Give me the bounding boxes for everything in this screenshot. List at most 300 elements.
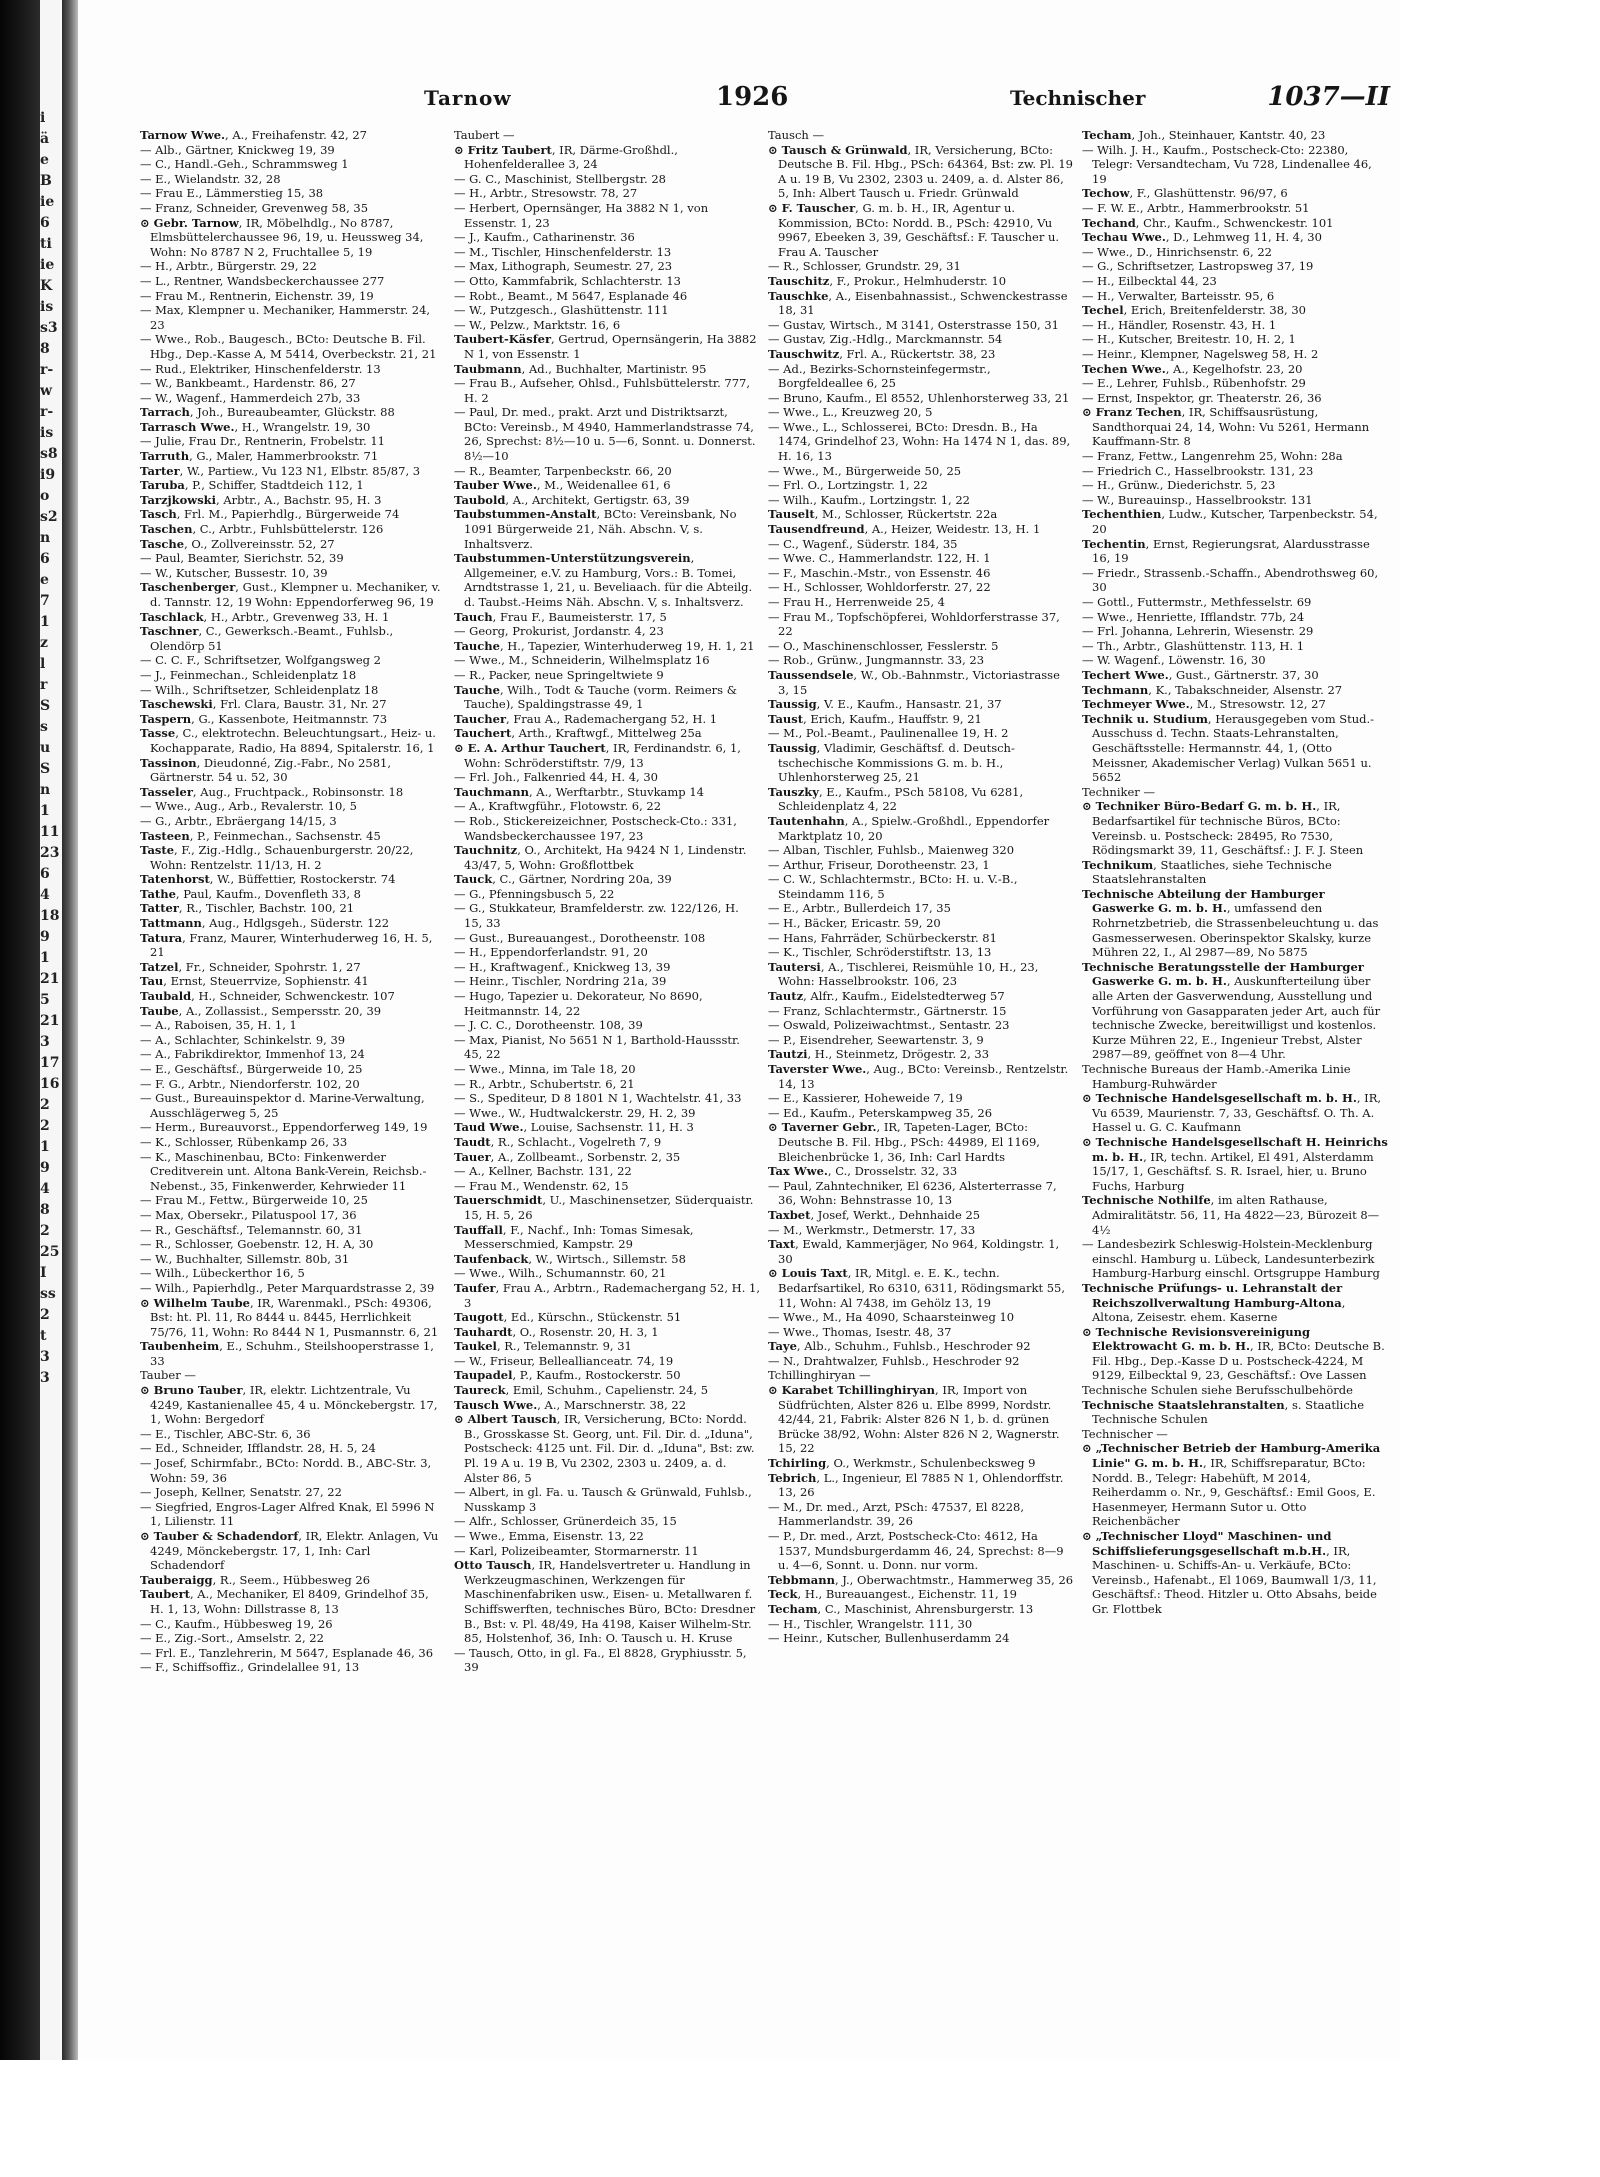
directory-entry: Technische Schulen siehe Berufsschulbehörde	[1082, 1383, 1353, 1398]
directory-entry: Teck, H., Bureauangest., Eichenstr. 11, 19	[768, 1587, 1017, 1602]
directory-entry: — Ed., Kaufm., Peterskampweg 35, 26	[768, 1105, 993, 1120]
directory-entry: Tautersi, A., Tischlerei, Reismühle 10, H., 23, Wohn: Hasselbrookstr. 106, 23	[768, 959, 1039, 989]
fragment-text: 9	[40, 1160, 50, 1176]
below-page-area	[0, 2060, 1600, 2177]
directory-entry: Tauber —	[140, 1368, 196, 1383]
directory-entry: Tauer, A., Zollbeamt., Sorbenstr. 2, 35	[454, 1149, 681, 1164]
directory-entry: — Paul, Zahntechniker, El 6236, Alsterterrasse 7, 36, Wohn: Behnstrasse 10, 13	[768, 1178, 1057, 1208]
fragment-text: 1	[40, 614, 50, 630]
directory-entry: — Franz, Schlachtermstr., Gärtnerstr. 15	[768, 1003, 1007, 1018]
directory-entry: — M., Tischler, Hinschenfelderstr. 13	[454, 244, 672, 259]
directory-entry: — A., Schlachter, Schinkelstr. 9, 39	[140, 1032, 346, 1047]
directory-entry: — H., Kraftwagenf., Knickweg 13, 39	[454, 959, 671, 974]
directory-entry: Taube, A., Zollassist., Sempersstr. 20, 39	[140, 1003, 382, 1018]
directory-entry: — H., Schlosser, Wohldorferstr. 27, 22	[768, 580, 991, 595]
scan-dark-edge	[0, 0, 40, 2060]
fragment-text: I	[40, 1265, 47, 1281]
directory-entry: ⊙ F. Tauscher, G. m. b. H., IR, Agentur u. Kommission, BCto: Nordd. B., PSch: 42910, Vu 9967, Ebeeken 3, 39, Geschäftsf.: F. Tauscher u. Frau A. Tauscher	[768, 200, 1060, 259]
directory-entry: — Wilh., Kaufm., Lortzingstr. 1, 22	[768, 492, 970, 507]
directory-entry: — J., Kaufm., Catharinenstr. 36	[454, 230, 635, 245]
directory-entry: Taschen, C., Arbtr., Fuhlsbüttelerstr. 126	[140, 522, 384, 537]
directory-entry: — Ed., Schneider, Ifflandstr. 28, H. 5, 24	[140, 1441, 376, 1456]
directory-entry: — Frau M., Topfschöpferei, Wohldorferstrasse 37, 22	[768, 609, 1060, 639]
directory-entry: — Wwe., Rob., Baugesch., BCto: Deutsche B. Fil. Hbg., Dep.-Kasse A, M 5414, Overbeckstr. 21, 21	[140, 332, 437, 361]
directory-entry: — J., Feinmechan., Schleidenplatz 18	[140, 667, 357, 682]
directory-entry: — Heinr., Klempner, Nagelsweg 58, H. 2	[1082, 346, 1319, 361]
fragment-text: 17	[40, 1055, 60, 1071]
directory-entry: — Julie, Frau Dr., Rentnerin, Frobelstr. 11	[140, 434, 386, 449]
directory-entry: — Heinr., Kutscher, Bullenhuserdamm 24	[768, 1631, 1010, 1646]
directory-entry: Tauchmann, A., Werftarbtr., Stuvkamp 14	[454, 784, 704, 799]
directory-entry: Techentin, Ernst, Regierungsrat, Alardusstrasse 16, 19	[1082, 536, 1370, 566]
directory-entry: Tausch —	[768, 128, 824, 142]
directory-entry: Tauhardt, O., Rosenstr. 20, H. 3, 1	[454, 1324, 659, 1339]
column-3	[768, 128, 1074, 2028]
fragment-text: e	[40, 152, 49, 168]
directory-entry: — Rob., Grünw., Jungmannstr. 33, 23	[768, 653, 985, 668]
directory-entry: — Landesbezirk Schleswig-Holstein-Mecklenburg einschl. Hamburg u. Lübeck, Landesunterbezirk Hamburg-Harburg einschl. Ortsgruppe Hamburg	[1082, 1237, 1380, 1281]
directory-entry: Tausendfreund, A., Heizer, Weidestr. 13, H. 1	[768, 522, 1041, 537]
directory-entry: — W., Putzgesch., Glashüttenstr. 111	[454, 303, 669, 318]
directory-entry: Taud Wwe., Louise, Sachsenstr. 11, H. 3	[454, 1120, 694, 1135]
book-gutter	[62, 0, 78, 2060]
directory-entry: — Josef, Schirmfabr., BCto: Nordd. B., ABC-Str. 3, Wohn: 59, 36	[140, 1456, 432, 1485]
directory-entry: Taubstummen-Anstalt, BCto: Vereinsbank, No 1091 Bürgerweide 21, Näh. Abschn. V, s. Inhaltsverz.	[454, 507, 737, 551]
directory-entry: — R., Beamter, Tarpenbeckstr. 66, 20	[454, 463, 672, 478]
directory-entry: Taschner, C., Gewerksch.-Beamt., Fuhlsb., Olendörp 51	[140, 624, 394, 653]
directory-entry: — Frau B., Aufseher, Ohlsd., Fuhlsbüttelerstr. 777, H. 2	[454, 376, 750, 405]
directory-entry: Technische Abteilung der Hamburger Gaswerke G. m. b. H., umfassend den Rohrnetzbetrieb, die Strassenbeleuchtung u. das Gasmesserwesen. Oberinspektor Skalsky, kurze Mühren 22, I., Al 2987—89, No 5875	[1082, 886, 1379, 960]
fragment-text: 23	[40, 845, 60, 861]
directory-entry: — Wwe., W., Hudtwalckerstr. 29, H. 2, 39	[454, 1105, 696, 1120]
directory-entry: Technische Bureaus der Hamb.-Amerika Linie Hamburg-Ruhwärder	[1082, 1062, 1351, 1091]
fragment-text: 21	[40, 1013, 60, 1029]
directory-entry: Tauschitz, F., Prokur., Helmhuderstr. 10	[768, 273, 1007, 288]
directory-entry: — H., Bäcker, Ericastr. 59, 20	[768, 916, 941, 931]
column-1	[140, 128, 446, 2028]
directory-entry: Tauszky, E., Kaufm., PSch 58108, Vu 6281, Schleidenplatz 4, 22	[768, 784, 1024, 814]
directory-entry: — Gustav, Wirtsch., M 3141, Osterstrasse 150, 31	[768, 317, 1059, 332]
directory-entry: ⊙ „Technischer Lloyd" Maschinen- und Schiffslieferungsgesellschaft m.b.H., IR, Maschinen- u. Schiffs-An- u. Verkäufe, BCto: Vereinsb., Hafenabt., El 1069, Baumwall 1/3, 11, Geschäftsf.: Theod. Hitzler u. Otto Absahs, beide Gr. Flottbek	[1082, 1529, 1377, 1616]
directory-entry: Tautzi, H., Steinmetz, Drögestr. 2, 33	[768, 1047, 990, 1062]
directory-entry: Taugott, Ed., Kürschn., Stückenstr. 51	[454, 1310, 682, 1325]
directory-entry: Taubald, H., Schneider, Schwenckestr. 107	[140, 989, 395, 1004]
directory-entry: — W., Bureauinsp., Hasselbrookstr. 131	[1082, 492, 1313, 507]
directory-entry: Technische Beratungsstelle der Hamburger Gaswerke G. m. b. H., Auskunfterteilung über alle Arten der Gasverwendung, Ausstellung und Vorführung von Gasapparaten jeder Art, auch für technische Zwecke, bereitwilligst und kostenlos. Kurze Mühren 22, E., Ingenieur Trebst, Alster 2987—89, geöffnet von 8—4 Uhr.	[1082, 959, 1381, 1062]
directory-entry: — O., Maschinenschlosser, Fesslerstr. 5	[768, 638, 999, 653]
directory-entry: Tauche, Wilh., Todt & Tauche (vorm. Reimers & Tauche), Spaldingstrasse 49, 1	[454, 682, 737, 712]
fragment-text: r-	[40, 362, 54, 378]
header-city: Tarnow	[424, 86, 512, 110]
directory-entry: — Gottl., Futtermstr., Methfesselstr. 69	[1082, 595, 1312, 609]
fragment-text: 11	[40, 824, 60, 840]
fragment-text: 5	[40, 992, 50, 1008]
directory-entry: Techau Wwe., D., Lehmweg 11, H. 4, 30	[1082, 230, 1322, 245]
fragment-text: 4	[40, 1181, 50, 1197]
directory-entry: Taussig, Vladimir, Geschäftsf. d. Deutsch-tschechische Kommissions G. m. b. H., Uhlenhorsterweg 25, 21	[768, 740, 1015, 785]
directory-entry: — Paul, Dr. med., prakt. Arzt und Distriktsarzt, BCto: Vereinsb., M 4940, Hammerlandstrasse 74, 26, Sprechst: 8½—10 u. 5—6, Sonnt. u. Donnerst. 8½—10	[454, 405, 756, 464]
directory-entry: — H., Eppendorferlandstr. 91, 20	[454, 945, 648, 960]
directory-entry: — R., Geschäftsf., Telemannstr. 60, 31	[140, 1222, 363, 1237]
directory-entry: — W., Pelzw., Marktstr. 16, 6	[454, 317, 621, 332]
directory-entry: — Joseph, Kellner, Senatstr. 27, 22	[140, 1485, 342, 1500]
directory-entry: Techel, Erich, Breitenfelderstr. 38, 30	[1082, 303, 1306, 318]
fragment-text: ie	[40, 257, 55, 273]
directory-entry: — Frau M., Fettw., Bürgerweide 10, 25	[140, 1193, 368, 1208]
directory-entry: — Frl. E., Tanzlehrerin, M 5647, Esplanade 46, 36	[140, 1645, 434, 1660]
directory-entry: Taussendsele, W., Ob.-Bahnmstr., Victoriastrasse 3, 15	[768, 667, 1060, 697]
directory-entry: Tatzel, Fr., Schneider, Spohrstr. 1, 27	[140, 959, 361, 974]
directory-entry: — Gust., Bureauangest., Dorotheenstr. 108	[454, 930, 706, 945]
directory-entry: — C. C. F., Schriftsetzer, Wolfgangsweg 2	[140, 653, 381, 668]
right-margin	[1400, 0, 1600, 2060]
directory-entry: — W., Friseur, Belleallianceatr. 74, 19	[454, 1353, 674, 1368]
directory-entry: — H., Arbtr., Bürgerstr. 29, 22	[140, 259, 317, 274]
directory-entry: — Otto, Kammfabrik, Schlachterstr. 13	[454, 273, 681, 288]
directory-entry: Taruba, P., Schiffer, Stadtdeich 112, 1	[140, 478, 364, 493]
directory-entry: — Alb., Gärtner, Knickweg 19, 39	[140, 142, 335, 157]
directory-entry: ⊙ „Technischer Betrieb der Hamburg-Amerika Linie" G. m. b. H., IR, Schiffsreparatur, BCto: Nordd. B., Telegr: Habehüft, M 2014, Reiherdamm o. Nr., 9, Geschäftsf.: Emil Goos, E. Hasenmeyer, Hermann Sutor u. Otto Reichenbächer	[1082, 1441, 1381, 1529]
fragment-text: ä	[40, 131, 50, 147]
directory-entry: — Wwe., Minna, im Tale 18, 20	[454, 1062, 636, 1076]
directory-entry: — R., Arbtr., Schubertstr. 6, 21	[454, 1076, 635, 1091]
directory-entry: Taudt, R., Schlacht., Vogelreth 7, 9	[454, 1134, 662, 1149]
directory-entry: Taschlack, H., Arbtr., Grevenweg 33, H. 1	[140, 609, 390, 624]
directory-entry: Taubmann, Ad., Buchhalter, Martinistr. 95	[454, 361, 707, 376]
fragment-text: 3	[40, 1034, 50, 1050]
directory-entry: Technikum, Staatliches, siehe Technische Staatslehranstalten	[1082, 857, 1332, 887]
fragment-text: 3	[40, 1349, 50, 1365]
fragment-text: ie	[40, 194, 55, 210]
directory-entry: — Wwe., M., Schneiderin, Wilhelmsplatz 16	[454, 653, 710, 668]
directory-entry: Taschenberger, Gust., Klempner u. Mechaniker, v. d. Tannstr. 12, 19 Wohn: Eppendorferweg 96, 19	[140, 580, 441, 609]
directory-entry: Tarzjkowski, Arbtr., A., Bachstr. 95, H. 3	[140, 492, 382, 507]
fragment-text: n	[40, 530, 51, 546]
running-head	[140, 80, 1390, 116]
directory-entry: — Ad., Bezirks-Schornsteinfegermstr., Borgfeldeallee 6, 25	[768, 361, 991, 391]
directory-entry: Tauschke, A., Eisenbahnassist., Schwenckestrasse 18, 31	[768, 288, 1068, 318]
directory-entry: Taubold, A., Architekt, Gertigstr. 63, 39	[454, 492, 690, 507]
directory-entry: Taubert, A., Mechaniker, El 8409, Grindelhof 35, H. 1, 13, Wohn: Dillstrasse 8, 13	[140, 1587, 429, 1616]
directory-entry: — Wilh., Lübeckerthor 16, 5	[140, 1266, 305, 1281]
directory-entry: — H., Händler, Rosenstr. 43, H. 1	[1082, 317, 1277, 332]
directory-entry: — Frl. O., Lortzingstr. 1, 22	[768, 478, 928, 493]
fragment-text: is	[40, 425, 54, 441]
directory-entry: Taubert —	[454, 128, 515, 142]
directory-entry: ⊙ Franz Techen, IR, Schiffsausrüstung, Sandthorquai 24, 14, Wohn: Vu 5261, Hermann Kauffmann-Str. 8	[1082, 405, 1370, 449]
fragment-text: 18	[40, 908, 60, 924]
fragment-text: 16	[40, 1076, 60, 1092]
column-4	[1082, 128, 1388, 2028]
directory-entry: Techand, Chr., Kaufm., Schwenckestr. 101	[1082, 215, 1334, 230]
fragment-text: t	[40, 1328, 47, 1344]
previous-page-fragment	[40, 0, 62, 2168]
fragment-text: r-	[40, 404, 54, 420]
fragment-text: o	[40, 488, 50, 504]
directory-entry: — C., Kaufm., Hübbesweg 19, 26	[140, 1616, 333, 1631]
directory-columns	[140, 128, 1390, 2028]
directory-entry: Techmann, K., Tabakschneider, Alsenstr. 27	[1082, 682, 1343, 697]
directory-entry: — Hugo, Tapezier u. Dekorateur, No 8690, Heitmannstr. 14, 22	[454, 989, 703, 1018]
directory-entry: — Wwe., M., Bürgerweide 50, 25	[768, 463, 962, 478]
directory-entry: Tarruth, G., Maler, Hammerbrookstr. 71	[140, 449, 379, 464]
directory-entry: Tauschwitz, Frl. A., Rückertstr. 38, 23	[768, 346, 996, 361]
directory-entry: Tauche, H., Tapezier, Winterhuderweg 19, H. 1, 21	[454, 638, 755, 653]
directory-entry: Taye, Alb., Schuhm., Fuhlsb., Heschroder 92	[768, 1339, 1031, 1354]
fragment-text: i	[40, 110, 46, 126]
directory-entry: — Tausch, Otto, in gl. Fa., El 8828, Gryphiusstr. 5, 39	[454, 1645, 747, 1675]
directory-entry: — Rob., Stickereizeichner, Postscheck-Cto.: 331, Wandsbeckerchaussee 197, 23	[454, 813, 737, 843]
fragment-text: is	[40, 299, 54, 315]
directory-entry: — E., Lehrer, Fuhlsb., Rübenhofstr. 29	[1082, 376, 1306, 391]
directory-entry: — W. Wagenf., Löwenstr. 16, 30	[1082, 653, 1266, 668]
directory-entry: — Frl. Johanna, Lehrerin, Wiesenstr. 29	[1082, 624, 1314, 639]
directory-entry: Tau, Ernst, Steuerrvize, Sophienstr. 41	[140, 974, 369, 989]
directory-entry: Otto Tausch, IR, Handelsvertreter u. Handlung in Werkzeugmaschinen, Werkzengen für Maschinenfabriken usw., Eisen- u. Metallwaren f. Schiffswerften, technisches Büro, BCto: Dresdner B., Bst: v. Pl. 48/49, Ha 4198, Kaiser Wilhelm-Str. 85, Holstenhof, 36, Inh: O. Tausch u. H. Kruse	[454, 1558, 756, 1646]
fragment-text: 25	[40, 1244, 60, 1260]
directory-entry: — N., Drahtwalzer, Fuhlsb., Heschroder 92	[768, 1353, 1020, 1368]
directory-entry: Taverster Wwe., Aug., BCto: Vereinsb., Rentzelstr. 14, 13	[768, 1062, 1069, 1091]
directory-entry: — Albert, in gl. Fa. u. Tausch & Grünwald, Fuhlsb., Nusskamp 3	[454, 1485, 752, 1514]
directory-entry: — K., Maschinenbau, BCto: Finkenwerder Creditverein unt. Altona Bank-Verein, Reichsb.-Nebenst., 35, Finkenwerder, Kehrwieder 11	[140, 1149, 427, 1193]
directory-entry: — Franz, Schneider, Grevenweg 58, 35	[140, 200, 369, 215]
directory-entry: Tauffall, F., Nachf., Inh: Tomas Simesak, Messerschmied, Kampstr. 29	[454, 1222, 694, 1252]
header-page-number: 1037—II	[1267, 82, 1390, 112]
directory-entry: ⊙ Louis Taxt, IR, Mitgl. e. E. K., techn. Bedarfsartikel, Ro 6310, 6311, Rödingsmarkt 55, 11, Wohn: Al 7438, im Gehölz 13, 19	[768, 1266, 1066, 1310]
directory-entry: Tatura, Franz, Maurer, Winterhuderweg 16, H. 5, 21	[140, 930, 433, 960]
directory-entry: — F., Maschin.-Mstr., von Essenstr. 46	[768, 565, 991, 580]
header-year: 1926	[716, 82, 789, 112]
directory-entry: — C., Handl.-Geh., Schrammsweg 1	[140, 157, 349, 172]
directory-entry: Tchirling, O., Werkmstr., Schulenbecksweg 9	[768, 1456, 1036, 1471]
directory-entry: — W., Bankbeamt., Hardenstr. 86, 27	[140, 376, 356, 391]
directory-entry: — H., Grünw., Diederichstr. 5, 23	[1082, 478, 1276, 493]
directory-entry: — Ernst, Inspektor, gr. Theaterstr. 26, 36	[1082, 390, 1322, 405]
directory-entry: — Alfr., Schlosser, Grünerdeich 35, 15	[454, 1514, 677, 1529]
directory-entry: Tarrach, Joh., Bureaubeamter, Glückstr. 88	[140, 405, 395, 420]
directory-entry: — Arthur, Friseur, Dorotheenstr. 23, 1	[768, 857, 990, 872]
directory-entry: Tauchnitz, O., Architekt, Ha 9424 N 1, Lindenstr. 43/47, 5, Wohn: Großflottbek	[454, 843, 747, 872]
directory-entry: — H., Tischler, Wrangelstr. 111, 30	[768, 1616, 973, 1631]
directory-entry: — C., Wagenf., Süderstr. 184, 35	[768, 536, 958, 551]
directory-entry: — C. W., Schlachtermstr., BCto: H. u. V.-B., Steindamm 116, 5	[768, 872, 1018, 901]
directory-entry: Techow, F., Glashüttenstr. 96/97, 6	[1082, 186, 1288, 201]
directory-entry: ⊙ Techniker Büro-Bedarf G. m. b. H., IR, Bedarfsartikel für technische Büros, BCto: Vereinsb. u. Postscheck: 28495, Ro 7530, Rödingsmarkt 39, 11, Geschäftsf.: J. F. J. Steen	[1082, 799, 1364, 858]
directory-entry: — R., Schlosser, Goebenstr. 12, H. A, 30	[140, 1237, 374, 1252]
fragment-text: 9	[40, 929, 50, 945]
fragment-text: ss	[40, 1286, 56, 1302]
directory-entry: — M., Dr. med., Arzt, PSch: 47537, El 8228, Hammerlandstr. 39, 26	[768, 1499, 1025, 1529]
directory-entry: Taxbet, Josef, Werkt., Dehnhaide 25	[768, 1207, 981, 1222]
directory-entry: — L., Rentner, Wandsbeckerchaussee 277	[140, 273, 385, 288]
directory-entry: Tauberaigg, R., Seem., Hübbesweg 26	[140, 1572, 371, 1587]
directory-entry: ⊙ Tauber & Schadendorf, IR, Elektr. Anlagen, Vu 4249, Mönckebergstr. 17, 1, Inh: Carl Schadendorf	[140, 1529, 439, 1573]
directory-entry: — J. C. C., Dorotheenstr. 108, 39	[454, 1018, 643, 1033]
directory-entry: — P., Eisendreher, Seewartenstr. 3, 9	[768, 1032, 984, 1047]
directory-entry: — W., Buchhalter, Sillemstr. 80b, 31	[140, 1251, 350, 1266]
directory-entry: Techenthien, Ludw., Kutscher, Tarpenbeckstr. 54, 20	[1082, 507, 1378, 537]
fragment-text: u	[40, 740, 51, 756]
directory-entry: Tausch Wwe., A., Marschnerstr. 38, 22	[454, 1397, 687, 1412]
directory-entry: — R., Packer, neue Springeltwiete 9	[454, 667, 664, 682]
fragment-text: S	[40, 761, 51, 777]
directory-entry: ⊙ Fritz Taubert, IR, Därme-Großhdl., Hohenfelderallee 3, 24	[454, 142, 678, 172]
directory-entry: — F. W. E., Arbtr., Hammerbrookstr. 51	[1082, 200, 1310, 215]
directory-entry: — Wwe. C., Hammerlandstr. 122, H. 1	[768, 551, 991, 566]
fragment-text: s2	[40, 509, 58, 525]
fragment-text: 21	[40, 971, 60, 987]
directory-entry: — H., Kutscher, Breitestr. 10, H. 2, 1	[1082, 332, 1296, 347]
directory-entry: — Wilh. J. H., Kaufm., Postscheck-Cto: 22380, Telegr: Versandtecham, Vu 728, Lindenallee 46, 19	[1082, 142, 1372, 186]
directory-entry: — H., Eilbecktal 44, 23	[1082, 273, 1217, 288]
directory-entry: Techam, C., Maschinist, Ahrensburgerstr. 13	[768, 1601, 1034, 1616]
directory-entry: — Herm., Bureauvorst., Eppendorferweg 149, 19	[140, 1120, 428, 1135]
directory-entry: ⊙ Taverner Gebr., IR, Tapeten-Lager, BCto: Deutsche B. Fil. Hbg., PSch: 44989, El 1169, Bleichenbrücke 1, 36, Inh: Carl Hardts	[768, 1120, 1040, 1164]
fragment-text: 2	[40, 1118, 50, 1134]
directory-entry: Taufer, Frau A., Arbtrn., Rademachergang 52, H. 1, 3	[454, 1280, 760, 1310]
directory-entry: — G. C., Maschinist, Stellbergstr. 28	[454, 171, 666, 186]
directory-entry: — Herbert, Opernsänger, Ha 3882 N 1, von Essenstr. 1, 23	[454, 200, 709, 230]
directory-entry: — Siegfried, Engros-Lager Alfred Knak, El 5996 N 1, Lilienstr. 11	[140, 1499, 435, 1529]
directory-entry: — Wwe., M., Ha 4090, Schaarsteinweg 10	[768, 1310, 1015, 1325]
directory-entry: — Gust., Bureauinspektor d. Marine-Verwaltung, Ausschlägerweg 5, 25	[140, 1091, 425, 1120]
directory-entry: — Wilh., Schriftsetzer, Schleidenplatz 18	[140, 682, 379, 697]
fragment-text: 1	[40, 950, 50, 966]
directory-entry: — Max, Pianist, No 5651 N 1, Barthold-Haussstr. 45, 22	[454, 1032, 740, 1062]
directory-entry: Tassinon, Dieudonné, Zig.-Fabr., No 2581, Gärtnerstr. 54 u. 52, 30	[140, 755, 392, 785]
directory-entry: — Frau E., Lämmerstieg 15, 38	[140, 186, 324, 201]
fragment-text: 4	[40, 887, 50, 903]
directory-entry: Tasteen, P., Feinmechan., Sachsenstr. 45	[140, 828, 381, 843]
directory-entry: — A., Fabrikdirektor, Immenhof 13, 24	[140, 1047, 365, 1062]
fragment-text: 1	[40, 1139, 50, 1155]
directory-entry: — Frau H., Herrenweide 25, 4	[768, 595, 945, 609]
directory-entry: — G., Arbtr., Ebräergang 14/15, 3	[140, 813, 337, 828]
fragment-text: 2	[40, 1307, 50, 1323]
directory-entry: — G., Pfenningsbusch 5, 22	[454, 886, 615, 901]
fragment-text: 3	[40, 1370, 50, 1386]
fragment-text: s8	[40, 446, 58, 462]
directory-entry: Tebrich, L., Ingenieur, El 7885 N 1, Ohlendorffstr. 13, 26	[768, 1470, 1064, 1500]
directory-entry: Tax Wwe., C., Drosselstr. 32, 33	[768, 1164, 958, 1179]
directory-entry: Taubert-Käsfer, Gertrud, Opernsängerin, Ha 3882 N 1, von Essenstr. 1	[454, 332, 757, 361]
directory-entry: Tarter, W., Partiew., Vu 123 N1, Elbstr. 85/87, 3	[140, 463, 421, 478]
directory-entry: — K., Tischler, Schröderstiftstr. 13, 13	[768, 945, 992, 960]
directory-entry: Tautenhahn, A., Spielw.-Großhdl., Eppendorfer Marktplatz 10, 20	[768, 813, 1050, 843]
directory-entry: — R., Schlosser, Grundstr. 29, 31	[768, 259, 961, 274]
directory-entry: — Wwe., Henriette, Ifflandstr. 77b, 24	[1082, 609, 1305, 624]
fragment-text: 2	[40, 1097, 50, 1113]
fragment-text: 8	[40, 341, 50, 357]
fragment-text: 8	[40, 1202, 50, 1218]
directory-entry: — Wwe., L., Schlosserei, BCto: Dresdn. B., Ha 1474, Grindelhof 23, Wohn: Ha 1474 N 1, das. 89, H. 16, 13	[768, 419, 1071, 464]
directory-entry: Technische Staatslehranstalten, s. Staatliche Technische Schulen	[1082, 1397, 1365, 1427]
directory-entry: — Robt., Beamt., M 5647, Esplanade 46	[454, 288, 688, 303]
directory-entry: — Karl, Polizeibeamter, Stormarnerstr. 11	[454, 1543, 699, 1558]
directory-entry: Tauchert, Arth., Kraftwgf., Mittelweg 25a	[454, 726, 702, 741]
column-2	[454, 128, 760, 2028]
directory-entry: ⊙ Karabet Tchillinghiryan, IR, Import von Südfrüchten, Alster 826 u. Elbe 8999, Nordstr. 42/44, 21, Fabrik: Alster 826 N 1, b. d. grünen Brücke 38/92, Wohn: Alster 826 N 2, Wagnerstr. 15, 22	[768, 1383, 1060, 1456]
fragment-text: 6	[40, 866, 50, 882]
directory-entry: — Frl. Joh., Falkenried 44, H. 4, 30	[454, 770, 658, 785]
directory-entry: — H., Verwalter, Barteisstr. 95, 6	[1082, 288, 1275, 303]
directory-entry: — Heinr., Tischler, Nordring 21a, 39	[454, 974, 667, 989]
directory-entry: Tatter, R., Tischler, Bachstr. 100, 21	[140, 901, 355, 916]
fragment-text: ti	[40, 236, 52, 252]
fragment-text: S	[40, 698, 51, 714]
directory-entry: Technischer —	[1082, 1426, 1168, 1441]
directory-entry: — E., Zig.-Sort., Amselstr. 2, 22	[140, 1631, 324, 1646]
directory-entry: Tauch, Frau F., Baumeisterstr. 17, 5	[454, 609, 667, 624]
directory-entry: Taschewski, Frl. Clara, Baustr. 31, Nr. 27	[140, 697, 387, 712]
directory-entry: Taste, F., Zig.-Hdlg., Schauenburgerstr. 20/22, Wohn: Rentzelstr. 11/13, H. 2	[140, 843, 414, 872]
directory-entry: — H., Arbtr., Stresowstr. 78, 27	[454, 186, 638, 201]
directory-entry: — Wwe., Thomas, Isestr. 48, 37	[768, 1324, 952, 1339]
directory-entry: — K., Schlosser, Rübenkamp 26, 33	[140, 1134, 348, 1149]
directory-entry: Tatenhorst, W., Büffettier, Rostockerstr. 74	[140, 872, 396, 887]
directory-entry: Tchillinghiryan —	[768, 1368, 871, 1383]
directory-entry: Taubenheim, E., Schuhm., Steilshooperstrasse 1, 33	[140, 1339, 434, 1368]
directory-entry: Taukel, R., Telemannstr. 9, 31	[454, 1339, 632, 1354]
directory-entry: Taureck, Emil, Schuhm., Capelienstr. 24, 5	[454, 1383, 709, 1398]
directory-entry: ⊙ Wilhelm Taube, IR, Warenmakl., PSch: 49306, Bst: ht. Pl. 11, Ro 8444 u. 8445, Herrlichkeit 75/76, 11, Wohn: Ro 8444 N 1, Pusmannstr. 6, 21	[140, 1295, 439, 1339]
directory-entry: — A., Kellner, Bachstr. 131, 22	[454, 1164, 632, 1179]
directory-entry: — E., Geschäftsf., Bürgerweide 10, 25	[140, 1062, 363, 1076]
fragment-text: s3	[40, 320, 58, 336]
directory-entry: — Max, Lithograph, Seumestr. 27, 23	[454, 259, 673, 274]
directory-entry: Tasse, C., elektrotechn. Beleuchtungsart., Heiz- u. Kochapparate, Radio, Ha 8894, Spitalerstr. 16, 1	[140, 726, 436, 755]
directory-entry: Taussig, V. E., Kaufm., Hansastr. 21, 37	[768, 697, 1002, 712]
directory-entry: — Wwe., L., Kreuzweg 20, 5	[768, 405, 933, 420]
directory-entry: Tauerschmidt, U., Maschinensetzer, Süderquaistr. 15, H. 5, 26	[454, 1193, 754, 1222]
fragment-text: n	[40, 782, 51, 798]
fragment-text: i9	[40, 467, 56, 483]
directory-entry: — E., Tischler, ABC-Str. 6, 36	[140, 1426, 311, 1441]
fragment-text: z	[40, 635, 48, 651]
directory-entry: — Wwe., D., Hinrichsenstr. 6, 22	[1082, 244, 1272, 259]
directory-entry: Techniker —	[1082, 784, 1155, 799]
fragment-text: s	[40, 719, 48, 735]
directory-entry: ⊙ Technische Handelsgesellschaft m. b. H., IR, Vu 6539, Maurienstr. 7, 33, Geschäftsf. O. Th. A. Hassel u. G. C. Kaufmann	[1082, 1091, 1382, 1135]
directory-entry: Taucher, Frau A., Rademachergang 52, H. 1	[454, 711, 718, 726]
directory-entry: — Friedr., Strassenb.-Schaffn., Abendrothsweg 60, 30	[1082, 565, 1379, 595]
directory-entry: Taspern, G., Kassenbote, Heitmannstr. 73	[140, 711, 388, 726]
directory-entry: ⊙ Bruno Tauber, IR, elektr. Lichtzentrale, Vu 4249, Kastanienallee 45, 4 u. Mönckebergstr. 17, 1, Wohn: Bergedorf	[140, 1383, 438, 1427]
fragment-text: 7	[40, 593, 50, 609]
directory-entry: Taufenback, W., Wirtsch., Sillemstr. 58	[454, 1251, 686, 1266]
directory-entry: — M., Pol.-Beamt., Paulinenallee 19, H. 2	[768, 726, 1009, 741]
directory-entry: — A., Kraftwgführ., Flotowstr. 6, 22	[454, 799, 662, 814]
directory-entry: — Rud., Elektriker, Hinschenfelderstr. 13	[140, 361, 381, 376]
directory-entry: Tathe, Paul, Kaufm., Dovenfleth 33, 8	[140, 886, 361, 901]
fragment-text: 2	[40, 1223, 50, 1239]
directory-entry: — A., Raboisen, 35, H. 1, 1	[140, 1018, 297, 1033]
header-section: Technischer	[1010, 86, 1146, 110]
directory-entry: — M., Werkmstr., Detmerstr. 17, 33	[768, 1222, 976, 1237]
directory-entry: Techert Wwe., Gust., Gärtnerstr. 37, 30	[1082, 667, 1319, 682]
directory-entry: — Wilh., Papierhdlg., Peter Marquardstrasse 2, 39	[140, 1280, 435, 1295]
fragment-text: e	[40, 572, 49, 588]
directory-entry: — Georg, Prokurist, Jordanstr. 4, 23	[454, 624, 664, 639]
directory-entry: — Paul, Beamter, Sierichstr. 52, 39	[140, 551, 344, 566]
directory-entry: — Franz, Fettw., Langenrehm 25, Wohn: 28a	[1082, 449, 1343, 464]
fragment-text: B	[40, 173, 52, 189]
directory-entry: Techam, Joh., Steinhauer, Kantstr. 40, 23	[1082, 128, 1326, 142]
directory-entry: — E., Wielandstr. 32, 28	[140, 171, 281, 186]
directory-entry: Tauber Wwe., M., Weidenallee 61, 6	[454, 478, 671, 493]
directory-entry: — F. G., Arbtr., Niendorferstr. 102, 20	[140, 1076, 360, 1091]
directory-entry: — E., Kassierer, Hoheweide 7, 19	[768, 1091, 963, 1106]
